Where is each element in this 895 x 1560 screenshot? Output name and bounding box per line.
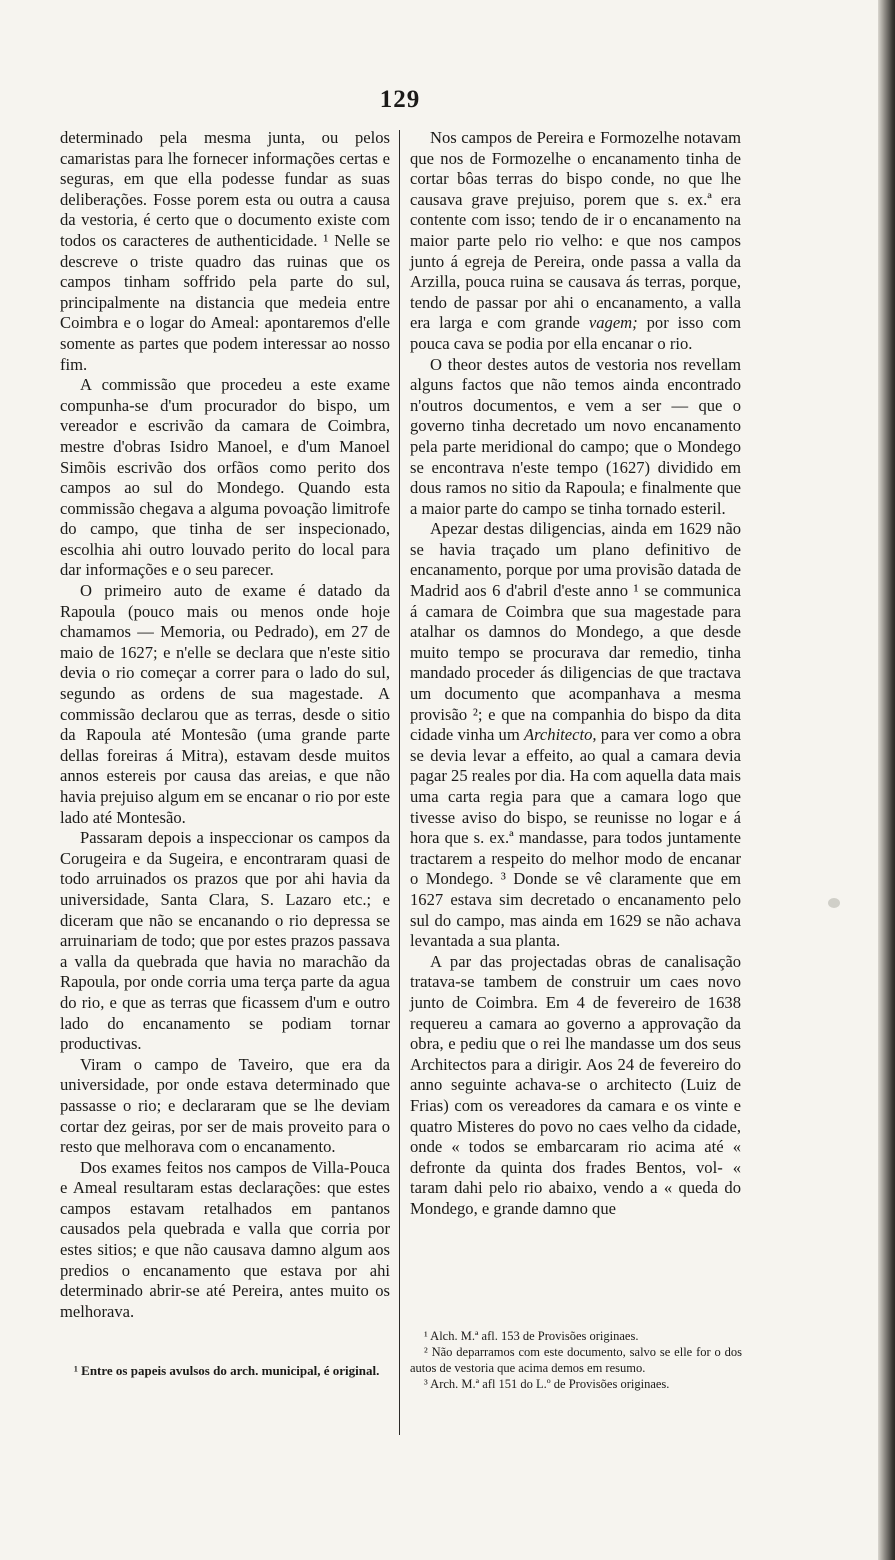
right-footnotes bbox=[410, 1328, 742, 1392]
paragraph-text: por isso com pouca cava se podia por ella encanar o rio. bbox=[410, 313, 741, 353]
paragraph-text: para ver como a obra se devia levar a effeito, ao qual a camara devia pagar 25 reales por dia. Ha com aquella data mais uma carta regia para que a camara logo que tivesse aviso do bispo, se reunisse no logar e á hora que s. ex.ª mandasse, para todos juntamente tractarem a respeito do melhor modo de encanar o Mondego. ³ Donde se vê claramente que em 1627 estava sim decretado o encanamento pelo sul do campo, mas ainda em 1629 se não achava levantada a sua planta. bbox=[410, 725, 741, 951]
footnote: ² Não deparramos com este documento, salvo se elle for o dos autos de vestoria que acima demos em resumo. bbox=[410, 1345, 742, 1375]
paragraph: Dos exames feitos nos campos de Villa-Pouca e Ameal resultaram estas declarações: que estes campos estavam retalhados em pantanos causados pela quebrada e valla que corria por estes sitios; e que não causava damno algum aos predios o encanamento que estava por ahi determinado abrir-se até Pereira, antes muito os melhorava. bbox=[60, 1157, 390, 1321]
paper-stain bbox=[828, 898, 840, 908]
left-footnotes bbox=[60, 1362, 390, 1379]
footnote: ³ Arch. M.ª afl 151 do L.º de Provisões originaes. bbox=[424, 1377, 670, 1391]
paragraph-text: Nos campos de Pereira e Formozelhe notavam que nos de Formozelhe o encanamento tinha de cortar bôas terras do bispo conde, no que lhe causava grave prejuiso, porem que s. ex.ª era contente com isso; tendo de ir o encanamento na maior parte pelo rio velho: e que nos campos junto á egreja de Pereira, onde passa a valla da Arzilla, pouca ruina se causava ás terras, porque, tendo de passar por ahi o encanamento, a valla era larga e com grande bbox=[410, 128, 741, 333]
paragraph bbox=[410, 128, 741, 355]
paragraph bbox=[410, 519, 741, 951]
paragraph: O primeiro auto de exame é datado da Rapoula (pouco mais ou menos onde hoje chamamos — Memoria, ou Pedrado), em 27 de maio de 1627; e n'elle se declara que n'este sitio devia o rio começar a correr para o lado do sul, segundo as ordens de sua magestade. A commissão declarou que as terras, desde o sitio da Rapoula até Montesão (uma grande parte dellas foreiras á Mitra), estavam desde muitos annos estereis por causa das areias, e que não havia prejuiso algum em se encanar o rio por este lado até Montesão. bbox=[60, 581, 390, 827]
paragraph: Passaram depois a inspeccionar os campos da Corugeira e da Sugeira, e encontraram quasi de todo arruinados os prazos que por ahi havia da universidade, Santa Clara, S. Lazaro etc.; e diceram que não se encanando o rio depressa se arruinariam de todo; que por estes prazos passava a valla da quebrada que havia no marachão da Rapoula, por onde corria uma terça parte da agua do rio, e que as terras que ficassem d'um e outro lado do encanamento se podiam tornar productivas. bbox=[60, 828, 390, 1054]
paragraph: A par das projectadas obras de canalisação tratava-se tambem de construir um caes novo junto de Coimbra. Em 4 de fevereiro de 1638 requereu a camara ao governo a approvação da obra, e pediu que o rei lhe mandasse um dos seus Architectos para a dirigir. Aos 24 de fevereiro do anno seguinte achava-se o architecto (Luiz de Frias) com os vereadores da camara e os vinte e quatro Misteres do povo no caes velho da cidade, onde « todos se embarcaram rio acima até « defronte da quinta dos frades Bentos, vol- « taram dahi pelo rio abaixo, vendo a « queda do Mondego, e grande damno que bbox=[410, 951, 741, 1218]
column-divider bbox=[399, 130, 400, 1435]
italic-term: vagem; bbox=[588, 313, 638, 333]
paragraph: Viram o campo de Taveiro, que era da universidade, por onde estava determinado que passasse o rio; e declararam que se lhe deviam cortar dez geiras, por ser de mais proveito para o resto que melhorava com o encanamento. bbox=[60, 1054, 390, 1157]
footnote: ¹ Entre os papeis avulsos do arch. municipal, é original. bbox=[74, 1363, 380, 1378]
page-edge-shadow bbox=[878, 0, 895, 1560]
left-column bbox=[60, 128, 390, 1322]
paragraph-text: Apezar destas diligencias, ainda em 1629 não se havia traçado um plano definitivo de encanamento, porque por uma provisão datada de Madrid aos 6 d'abril d'este anno ¹ se communica á camara de Coimbra que sua magestade para atalhar os damnos do Mondego, a que desde muito tempo se procurava dar remedio, tinha mandado proceder ás diligencias de que tractava um documento que acompanhava a mesma provisão ²; e que na companhia do bispo da dita cidade vinha um bbox=[410, 519, 741, 745]
paragraph: determinado pela mesma junta, ou pelos camaristas para lhe fornecer informações certas e seguras, em que ella podesse fundar as suas deliberações. Fosse porem esta ou outra a causa da vestoria, é certo que o documento existe com todos os caracteres de authenticidade. ¹ Nelle se descreve o triste quadro das ruinas que os campos tinham soffrido pela parte do sul, principalmente na distancia que medeia entre Coimbra e o logar do Ameal: apontaremos d'elle somente as partes que podem interessar ao nosso fim. bbox=[60, 128, 390, 374]
footnote: ¹ Alch. M.ª afl. 153 de Provisões originaes. bbox=[424, 1329, 639, 1343]
paragraph: O theor destes autos de vestoria nos revellam alguns factos que não temos ainda encontrado n'outros documentos, e vem a ser — que o governo tinha decretado um novo encanamento pela parte meridional do campo; que o Mondego se encontrava n'este tempo (1627) dividido em dous ramos no sitio da Rapoula; e finalmente que a maior parte do campo se tinha tornado esteril. bbox=[410, 354, 741, 518]
page-number: 129 bbox=[379, 86, 421, 113]
right-column bbox=[410, 128, 741, 1219]
paragraph: A commissão que procedeu a este exame compunha-se d'um procurador do bispo, um vereador e escrivão da camara de Coimbra, mestre d'obras Isidro Manoel, e d'um Manoel Simõis escrivão dos orfãos como perito dos campos ao sul do Mondego. Quando esta commissão chegava a alguma povoação limitrofe do campo, que tinha de ser inspecionado, escolhia ahi outro louvado perito do local para dar informações e o seu parecer. bbox=[60, 375, 390, 580]
italic-term: Architecto, bbox=[523, 725, 597, 745]
